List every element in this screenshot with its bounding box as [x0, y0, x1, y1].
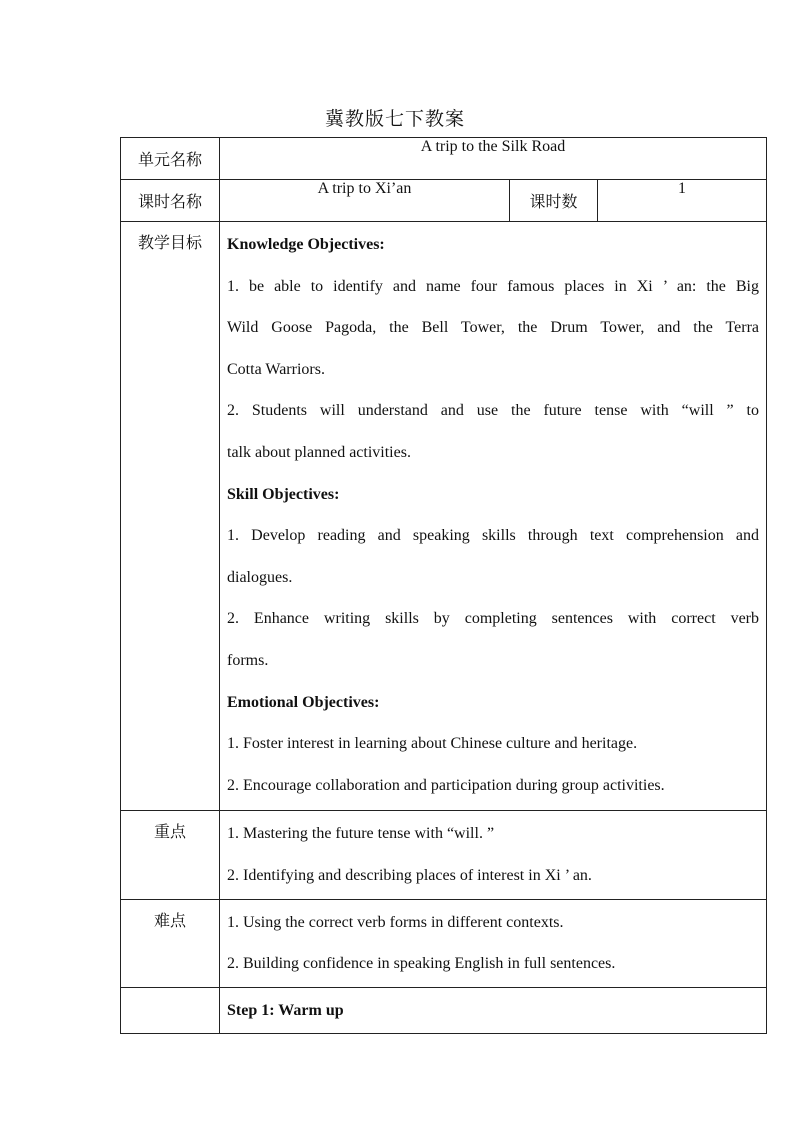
key-points-row: [121, 811, 767, 899]
step-1-heading: Step 1: Warm up: [227, 1001, 344, 1019]
unit-name: A trip to the Silk Road: [220, 138, 767, 180]
unit-row: [121, 138, 767, 180]
lesson-label: 课时名称: [121, 180, 220, 222]
procedure-content: [220, 987, 767, 1034]
emotional-item-1: 1. Foster interest in learning about Chinese culture and heritage.: [227, 735, 638, 753]
difficulty-item-1: 1. Using the correct verb forms in different contexts.: [227, 913, 564, 931]
knowledge-item-1-line-1: 1. be able to identify and name four famous places in Xi ’ an: the Big: [227, 277, 759, 295]
knowledge-item-1-line-2: Wild Goose Pagoda, the Bell Tower, the Drum Tower, and the Terra: [227, 319, 759, 337]
skill-item-1-line-2: dialogues.: [227, 568, 293, 586]
key-points-content: [220, 811, 767, 899]
lesson-plan-table: [120, 137, 767, 1034]
key-point-item-2: 2. Identifying and describing places of interest in Xi ’ an.: [227, 866, 592, 884]
unit-label: 单元名称: [121, 138, 220, 180]
difficulty-item-2: 2. Building confidence in speaking English in full sentences.: [227, 955, 616, 973]
difficulties-label: 难点: [121, 899, 220, 987]
skill-item-2-line-2: forms.: [227, 651, 269, 669]
periods-label: 课时数: [510, 180, 598, 222]
periods-value: 1: [598, 180, 767, 222]
skill-heading: Skill Objectives:: [227, 485, 340, 503]
emotional-item-2: 2. Encourage collaboration and participation during group activities.: [227, 776, 665, 794]
objectives-label: 教学目标: [121, 222, 220, 811]
procedure-label: [121, 987, 220, 1034]
objectives-content: [220, 222, 767, 811]
difficulties-row: [121, 899, 767, 987]
emotional-heading: Emotional Objectives:: [227, 693, 380, 711]
procedure-row: [121, 987, 767, 1034]
key-point-item-1: 1. Mastering the future tense with “will. ”: [227, 825, 495, 843]
document-title: 冀教版七下教案: [324, 109, 465, 130]
lesson-row: [121, 180, 767, 222]
knowledge-item-2-line-1: 2. Students will understand and use the future tense with “will ” to: [227, 402, 759, 420]
difficulties-content: [220, 899, 767, 987]
knowledge-item-2-line-2: talk about planned activities.: [227, 443, 411, 461]
objectives-row: [121, 222, 767, 811]
skill-item-1-line-1: 1. Develop reading and speaking skills through text comprehension and: [227, 527, 759, 545]
knowledge-heading: Knowledge Objectives:: [227, 236, 385, 253]
skill-item-2-line-1: 2. Enhance writing skills by completing sentences with correct verb: [227, 610, 759, 628]
lesson-name: A trip to Xi’an: [220, 180, 510, 222]
knowledge-item-1-line-3: Cotta Warriors.: [227, 360, 325, 378]
key-points-label: 重点: [121, 811, 220, 899]
